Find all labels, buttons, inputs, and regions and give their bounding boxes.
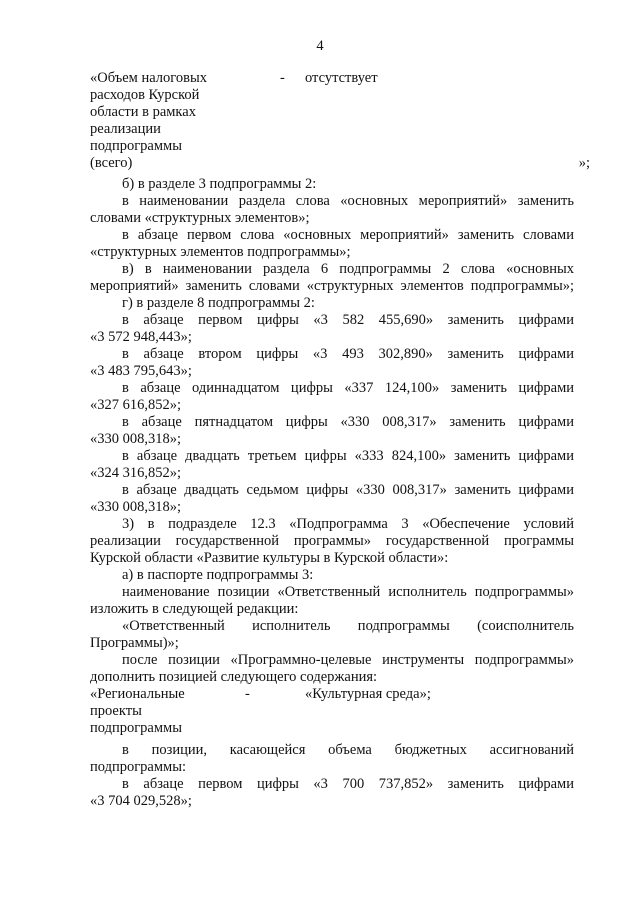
text-line: Курской области «Развитие культуры в Курской области»: [90, 550, 449, 566]
text-line: дополнить позицией следующего содержания: [90, 669, 378, 685]
table-label-line: «Объем налоговых [90, 70, 207, 86]
table-label-line: (всего) [90, 155, 133, 171]
table-label-cell [90, 686, 220, 737]
text-line: словами «структурных элементов»; [90, 210, 310, 226]
table-label-line: области в рамках [90, 104, 196, 120]
table-value: «Культурная среда»; [305, 686, 431, 702]
text-line: «330 008,318»; [90, 431, 182, 447]
text-line: в абзаце пятнадцатом цифры «330 008,317» заменить цифрами [122, 414, 574, 430]
text-line: в абзаце первом цифры «3 582 455,690» заменить цифрами [122, 312, 574, 328]
table-label-line: «Региональные [90, 686, 185, 702]
table-dash: - [280, 70, 285, 86]
table-label-cell [90, 70, 220, 172]
text-line: наименование позиции «Ответственный исполнитель подпрограммы» [122, 584, 574, 600]
text-line: в абзаце первом слова «основных мероприятий» заменить словами [122, 227, 574, 243]
text-line: в позиции, касающейся объема бюджетных ассигнований [122, 742, 574, 758]
regional-projects-table [90, 686, 590, 738]
table-label-line: подпрограммы [90, 720, 182, 736]
text-line: «324 316,852»; [90, 465, 182, 481]
text-line: 3) в подразделе 12.3 «Подпрограмма 3 «Обеспечение условий [122, 516, 574, 532]
text-line: а) в паспорте подпрограммы 3: [122, 567, 314, 583]
table-label-line: подпрограммы [90, 138, 182, 154]
text-line: подпрограммы: [90, 759, 186, 775]
table-label-line: проекты [90, 703, 142, 719]
tax-expenditure-table [90, 70, 590, 174]
table-label-line: реализации [90, 121, 161, 137]
text-line: после позиции «Программно-целевые инструменты подпрограммы» [122, 652, 574, 668]
text-line: в) в наименовании раздела 6 подпрограммы 2 слова «основных [122, 261, 574, 277]
text-line: в абзаце двадцать третьем цифры «333 824,100» заменить цифрами [122, 448, 574, 464]
table-dash: - [245, 686, 250, 702]
text-line: в абзаце втором цифры «3 493 302,890» заменить цифрами [122, 346, 574, 362]
text-line: реализации государственной программы» государственной программы [90, 533, 574, 549]
text-line: мероприятий» заменить словами «структурных элементов подпрограммы»; [90, 278, 574, 294]
page-number: 4 [316, 38, 324, 54]
text-line: «Ответственный исполнитель подпрограммы (соисполнитель [122, 618, 574, 634]
table-label-line: расходов Курской [90, 87, 200, 103]
text-line: в абзаце двадцать седьмом цифры «330 008,317» заменить цифрами [122, 482, 574, 498]
text-line: «3 572 948,443»; [90, 329, 192, 345]
text-line: «330 008,318»; [90, 499, 182, 515]
text-line: «3 483 795,643»; [90, 363, 192, 379]
text-line: «327 616,852»; [90, 397, 182, 413]
text-line: в абзаце одиннадцатом цифры «337 124,100» заменить цифрами [122, 380, 574, 396]
budget-allocations-text [90, 742, 574, 810]
text-line: г) в разделе 8 подпрограммы 2: [122, 295, 315, 311]
text-line: «3 704 029,528»; [90, 793, 192, 809]
table-closing-quote: »; [578, 155, 590, 171]
amendments-text [90, 176, 574, 686]
text-line: изложить в следующей редакции: [90, 601, 299, 617]
text-line: б) в разделе 3 подпрограммы 2: [122, 176, 317, 192]
text-line: в абзаце первом цифры «3 700 737,852» заменить цифрами [122, 776, 574, 792]
text-line: в наименовании раздела слова «основных мероприятий» заменить [122, 193, 574, 209]
table-value: отсутствует [305, 70, 378, 86]
text-line: Программы)»; [90, 635, 179, 651]
text-line: «структурных элементов подпрограммы»; [90, 244, 351, 260]
